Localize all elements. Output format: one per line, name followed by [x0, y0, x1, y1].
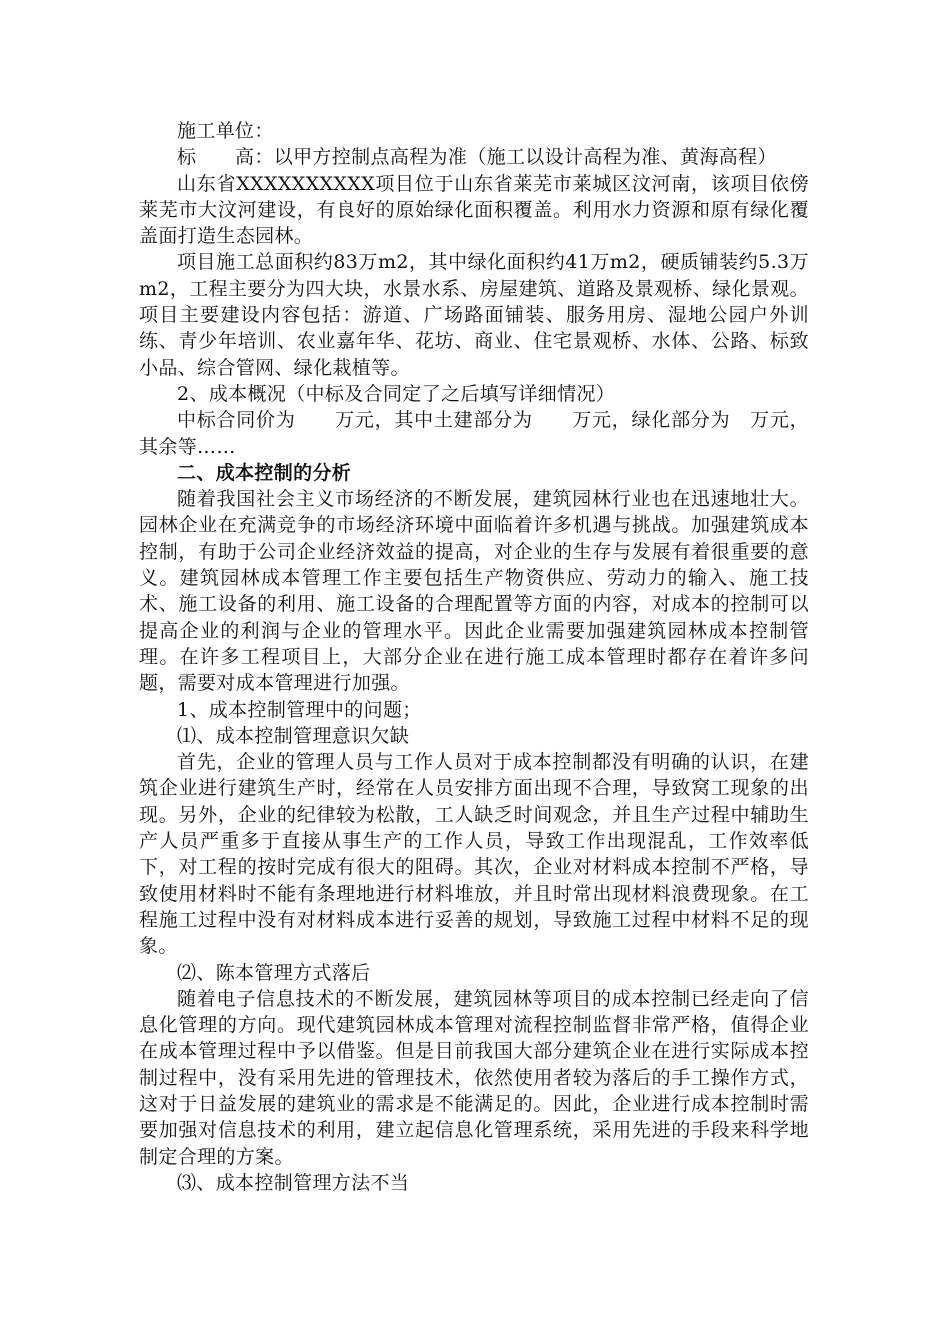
document-page: [139, 118, 809, 1196]
project-scope-paragraph: 项目施工总面积约83万m2，其中绿化面积约41万m2，硬质铺装约5.3万m2，工程主要分为四大块，水景水系、房屋建筑、道路及景观桥、绿化景观。项目主要建设内容包括：游道、广场路面铺装、服务用房、湿地公园户外训练、青少年培训、农业嘉年华、花坊、商业、住宅景观桥、水体、公路、标致小品、综合管网、绿化栽植等。: [139, 251, 809, 379]
industry-background-paragraph: 随着我国社会主义市场经济的不断发展，建筑园林行业也在迅速地壮大。园林企业在充满竞争的市场经济环境中面临着许多机遇与挑战。加强建筑成本控制，有助于公司企业经济效益的提高，对企业的生存与发展有着很重要的意义。建筑园林成本管理工作主要包括生产物资供应、劳动力的输入、施工技术、施工设备的利用、施工设备的合理配置等方面的内容，对成本的控制可以提高企业的利润与企业的管理水平。因此企业需要加强建筑园林成本控制管理。在许多工程项目上，大部分企业在进行施工成本管理时都存在着许多问题，需要对成本管理进行加强。: [139, 488, 809, 695]
contract-price-paragraph: 中标合同价为 万元，其中土建部分为 万元，绿化部分为 万元，其余等……: [139, 409, 809, 458]
management-method-subheading: ⑵、陈本管理方式落后: [177, 961, 371, 984]
construction-unit-line: 施工单位：: [177, 120, 274, 142]
awareness-subheading: ⑴、成本控制管理意识欠缺: [177, 724, 410, 747]
project-location-paragraph: 山东省XXXXXXXXXX项目位于山东省莱芜市莱城区汶河南，该项目依傍莱芜市大汶河建设，有良好的原始绿化面积覆盖。利用水力资源和原有绿化覆盖面打造生态园林。: [139, 172, 809, 248]
information-management-paragraph: 随着电子信息技术的不断发展，建筑园林等项目的成本控制已经走向了信息化管理的方向。现代建筑园林成本管理对流程控制监督非常严格，值得企业在成本管理过程中予以借鉴。但是目前我国大部分建筑企业在进行实际成本控制过程中，没有采用先进的管理技术，依然使用者较为落后的手工操作方式，这对于日益发展的建筑业的需求是不能满足的。因此，企业进行成本控制时需要加强对信息技术的利用，建立起信息化管理系统，采用先进的手段来科学地制定合理的方案。: [139, 987, 809, 1168]
problems-subheading: 1、成本控制管理中的问题；: [177, 698, 422, 721]
section-heading-cost-analysis: 二、成本控制的分析: [177, 461, 352, 484]
cost-overview-heading: 2、成本概况（中标及合同定了之后填写详细情况）: [177, 382, 616, 405]
improper-method-subheading: ⑶、成本控制管理方法不当: [177, 1171, 410, 1194]
elevation-line: 标 高：以甲方控制点高程为准（施工以设计高程为准、黄海高程）: [177, 146, 777, 169]
awareness-paragraph: 首先，企业的管理人员与工作人员对于成本控制都没有明确的认识，在建筑企业进行建筑生产时，经常在人员安排方面出现不合理，导致窝工现象的出现。另外，企业的纪律较为松散，工人缺乏时间观念，并且生产过程中辅助生产人员严重多于直接从事生产的工作人员，导致工作出现混乱，工作效率低下，对工程的按时完成有很大的阻碍。其次，企业对材料成本控制不严格，导致使用材料时不能有条理地进行材料堆放，并且时常出现材料浪费现象。在工程施工过程中没有对材料成本进行妥善的规划，导致施工过程中材料不足的现象。: [139, 751, 809, 958]
